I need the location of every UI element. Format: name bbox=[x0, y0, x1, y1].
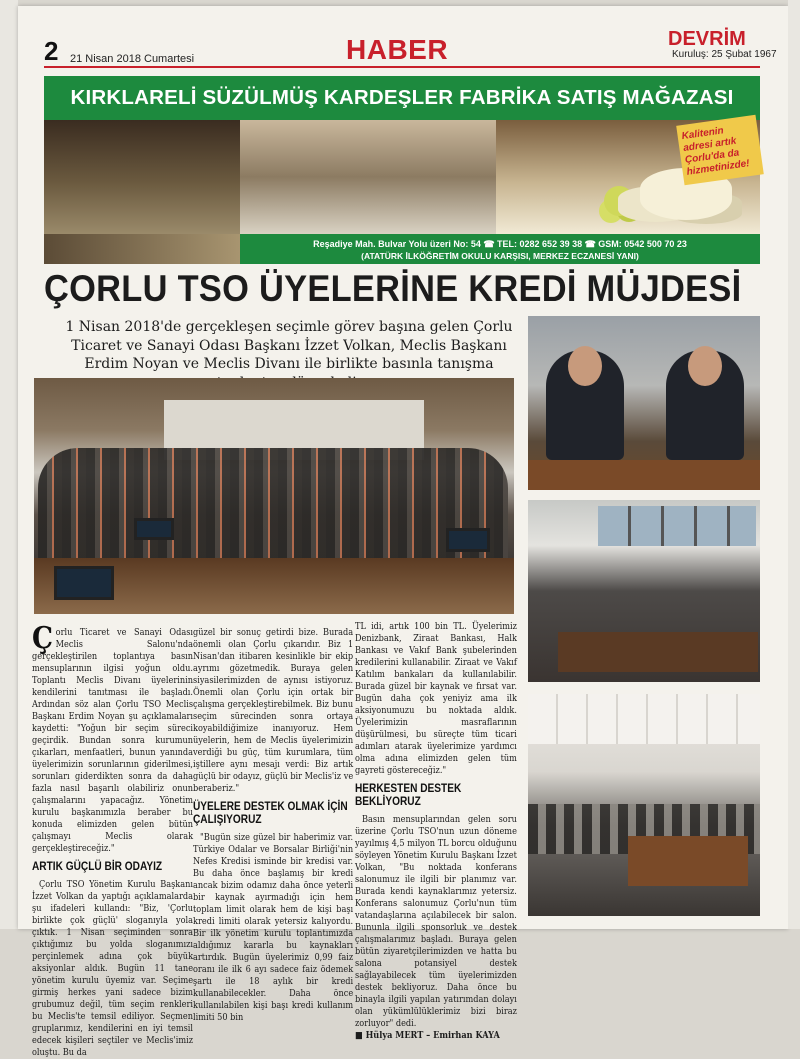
page-right-margin bbox=[788, 0, 800, 929]
founded-date: Kuruluş: 25 Şubat 1967 bbox=[672, 49, 777, 60]
ad-photo-strip bbox=[44, 234, 240, 264]
paragraph: orlu Ticaret ve Sanayi Odası Meclis Salonu'nda gerçekleştirilen toplantıya basın mensuplarının ilgisi yoğun oldu. Toplantı Meclis Divanı üyelerinin kendilerini tanıtması ile başladı. Ardından söz alan Çorlu TSO Meclis Başkanı Erdim Noyan şu açıklamaları kaydetti: "Yoğun bir seçim süreci geçirdik. Bundan sonra kurumun çıkarları, menfaatleri, bunun yanında üyelerimizin sorunlarının giderilmesi, sorunları giderdikten sonra da daha fazla nasıl başarılı olabiliriz onun çalışmalarını yapacağız. Yönetim kurulu başkanımızla beraber bu konuda elimizden gelen bütün çalışmayı Meclis olarak gerçekleştireceğiz." bbox=[32, 627, 194, 854]
ad-photo-interior bbox=[240, 120, 496, 234]
grapes-image bbox=[604, 186, 634, 216]
photo-table bbox=[528, 460, 760, 490]
article-column-2 bbox=[193, 627, 353, 1024]
photo-ceiling bbox=[528, 694, 760, 744]
paragraph: güzel bir sonuç getirdi bize. Burada önemli olan Çorlu çıkarıdır. Biz 1 Nisan'dan itibaren kesinlikle bir ekip ayrımı gözetmedik. Buraya gelen siyasilerimizden de aynısı istiyoruz. Önemli olan Çorlu için ortak bir çalışma gerçekleştirebilmek. Biz bunu seçim sürecinden sonra ortaya koyabildiğimize inanıyoruz. Hem üyelerin, hem de Meclis üyelerimizin verdiği bu güç, tüm kurumlara, tüm iştillere aynı mesajı verdi: Biz artık güçlü bir odayız, güçlü bir Meclis'iz ve beraberiz." bbox=[193, 627, 354, 794]
ad-address: Reşadiye Mah. Bulvar Yolu üzeri No: 54 ☎ TEL: 0282 652 39 38 ☎ GSM: 0542 500 70 23 bbox=[313, 239, 687, 249]
photo-monitor bbox=[54, 566, 114, 600]
section-title: HABER bbox=[346, 34, 449, 65]
byline: ■ Hülya MERT – Emirhan KAYA bbox=[355, 1030, 500, 1041]
ad-sticker: Kalitenin adresi artık Çorlu'da da hizmetinizde! bbox=[676, 115, 764, 186]
newspaper-logo: DEVRİM bbox=[668, 28, 746, 50]
issue-date: 21 Nisan 2018 Cumartesi bbox=[70, 53, 195, 65]
paragraph: TL idi, artık 100 bin TL. Üyelerimiz Denizbank, Ziraat Bankası, Halk Bankası ve Vakıf Bank şubelerinden kredilerini kullanabilir. Ziraat ve Vakıf Katılım bankaları da kullanılabilir. Burada güzel bir kaynak ve fırsat var. Bugün daha çok yeniyiz ama ilk aksiyonumuzu bu noktada aldık. Üyelerimizin masraflarının düşürülmesi, bu süreçte tüm ticari adımları atarak üyelerimize yardımcı olma adına elimizden gelen tüm gayreti göstereceğiz." bbox=[355, 621, 517, 776]
ad-title: KIRKLARELİ SÜZÜLMÜŞ KARDEŞLER FABRİKA SATIŞ MAĞAZASI bbox=[44, 76, 760, 120]
paragraph: "Bugün size güzel bir haberimiz var. Türkiye Odalar ve Borsalar Birliği'nin Nefes Kredisi isminde bir kredisi var. Bu daha önce başlamış bir kredi ancak bizim odamız daha önce yeterli bir kaynak ayırmadığı için hem toplam limit olarak hem de kişi başı kredi limiti olarak yetersiz kalıyordu. Bir ilk yönetim kurulu toplantımızda aldığımız kararla bu kaynakları artırdık. Bugün üyelerimiz 0,99 faiz oranı ile ilk 6 ayı sadece faiz ödemek şartı ile 18 aylık bir kredi kullanabilecekler. Daha önce kullanılabilen kişi başı kredi kullanım limiti 50 bin bbox=[193, 832, 354, 1023]
photo-monitor bbox=[134, 518, 174, 540]
ad-contact-bar bbox=[240, 234, 760, 264]
ad-photo-storefront bbox=[44, 120, 240, 234]
photo-monitor bbox=[446, 528, 490, 552]
page-number: 2 bbox=[44, 36, 59, 66]
article-headline: ÇORLU TSO ÜYELERİNE KREDİ MÜJDESİ bbox=[44, 268, 742, 309]
drop-cap: Ç bbox=[32, 621, 54, 656]
photo-person-head bbox=[568, 346, 602, 386]
subheading: ÜYELERE DESTEK OLMAK İÇİN ÇALIŞIYORUZ bbox=[193, 801, 348, 826]
paragraph: Çorlu TSO Yönetim Kurulu Başkanı İzzet Volkan da yaptığı açıklamalarda şu ifadeleri kullandı: "Biz, 'Çorlu birlikte çok güçlü' sloganıyla yola çıktık. 1 Nisan seçiminden sonra çıktığımız bu yolda sloganımızı perçinlemek adına çok büyük aksiyonlar aldık. Bugün 11 tane yönetim kurulu üyemiz var. Seçime girmiş herkes yani sadece bizim grubumuz değil, tüm seçim renkleri bu Meclis'te temsil ediliyor. Seçmen gruplarımız, kendilerini en iyi temsil edecek kişileri seçtiler ve Meclis'imiz oluştu. Bu da bbox=[32, 879, 194, 1058]
article-lead: 1 Nisan 2018'de gerçekleşen seçimle görev başına gelen Çorlu Ticaret ve Sanayi Odası Başkanı İzzet Volkan, Meclis Başkanı Erdim Noyan ve Meclis Divanı ile birlikte basınla tanışma bbox=[65, 319, 513, 372]
page-left-margin bbox=[0, 0, 18, 929]
photo-crowd bbox=[38, 448, 508, 568]
photo-desk bbox=[628, 836, 748, 886]
subheading: HERKESTEN DESTEK BEKLİYORUZ bbox=[355, 783, 462, 808]
photo-person-head bbox=[688, 346, 722, 386]
group-photo bbox=[34, 378, 514, 614]
article-column-3 bbox=[355, 621, 517, 1042]
subheading: ARTIK GÜÇLÜ BİR ODAYIZ bbox=[32, 861, 163, 873]
conference-hall-photo bbox=[528, 694, 760, 916]
photo-table bbox=[558, 632, 758, 672]
meeting-table-photo bbox=[528, 500, 760, 682]
header-divider bbox=[44, 66, 760, 68]
ad-address-landmark: (ATATÜRK İLKÖĞRETİM OKULU KARŞISI, MERKEZ ECZANESİ YANI) bbox=[361, 251, 639, 261]
article-column-1 bbox=[32, 621, 194, 1059]
press-conference-photo bbox=[528, 316, 760, 490]
paragraph: Basın mensuplarından gelen soru üzerine Çorlu TSO'nun uzun döneme yayılmış 4,5 milyon TL borcu olduğunu söyleyen Yönetim Kurulu Başkanı İzzet Volkan, "Bu noktada konferans salonumuz ile ilgili bir planımız var. Burada kendi kaynaklarımız yetersiz. Konferans salonumuz Çorlu'nun tüm vatandaşlarına açılabilecek bir salon. Bununla ilgili sponsorluk ve destek çalışmalarımız başladı. Buraya gelen bütün ziyaretçilerimizden ve hatta bu salona potansiyel destek sağlayabilecek tüm üyelerimizden destek bekliyoruz. Daha önce bu binayla ilgili yapılan yatırımdan dolayı olan yükümlülüklerimiz bizi biraz zorluyor" dedi. bbox=[355, 814, 517, 1029]
store-advertisement bbox=[44, 76, 760, 264]
photo-window bbox=[598, 506, 756, 546]
